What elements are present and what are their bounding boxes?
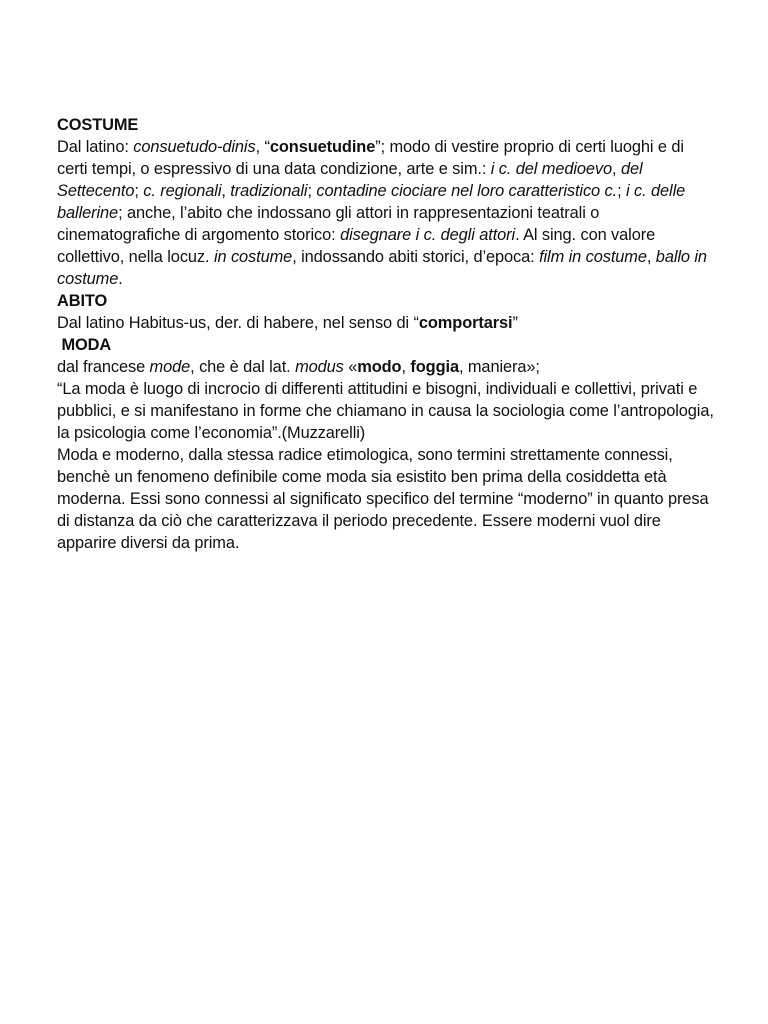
text-run: Moda e moderno, dalla stessa radice etimologica, sono termini strettamente connessi, benchè un fenomeno definibile come moda sia esistito ben prima della cosiddetta età moderna. Essi sono connessi al significato specifico del termine “moderno” in quanto presa di distanza da ciò che caratterizzava il periodo precedente. Essere moderni vuol dire apparire diversi da prima. <box>57 446 709 552</box>
italic-text: tradizionali <box>230 182 308 200</box>
text-run: , che è dal lat. <box>190 358 296 376</box>
paragraph <box>57 312 717 334</box>
text-run: . <box>118 270 123 288</box>
bold-text: consuetudine <box>269 138 376 156</box>
text-run: , <box>221 182 231 200</box>
section-heading: MODA <box>57 336 112 354</box>
text-run: ; <box>617 182 626 200</box>
italic-text: mode <box>149 358 191 376</box>
quote-paragraph <box>57 378 717 444</box>
text-run: , <box>646 248 656 266</box>
text-run: ; anche, l’abito che indossano gli attori in rappresentazioni teatrali o cinematografiche di argomento storico: <box>57 204 600 244</box>
text-run: “La moda è luogo di incrocio di differenti attitudini e bisogni, individuali e collettivi, privati e pubblici, e si manifestano in forme che chiamano in causa la sociologia come l’antropologia, la psicologia come l’economia”.(Muzzarelli) <box>57 380 714 442</box>
bold-text: comportarsi <box>418 314 513 332</box>
text-run: Dal latino: <box>57 138 134 156</box>
text-run: ”; modo di vestire proprio di certi luoghi e di certi tempi, o espressivo di una data condizione, arte e sim.: <box>57 138 684 178</box>
text-run: , indossando abiti storici, d’epoca: <box>292 248 540 266</box>
italic-text: disegnare i c. degli attori <box>340 226 516 244</box>
italic-text: in costume <box>213 248 293 266</box>
text-run: . Al sing. con valore collettivo, nella locuz. <box>57 226 656 266</box>
paragraph <box>57 356 717 378</box>
italic-text: ballo in costume <box>57 248 707 288</box>
italic-text: del Settecento <box>57 160 643 200</box>
section-heading: COSTUME <box>57 116 139 134</box>
text-run: ; <box>134 182 144 200</box>
text-run: Dal latino Habitus-us, der. di habere, nel senso di “ <box>57 314 419 332</box>
section-moda <box>57 334 717 554</box>
section-heading: ABITO <box>57 292 108 310</box>
italic-text: consuetudo-dinis <box>133 138 256 156</box>
bold-text: modo <box>357 358 402 376</box>
text-run: , <box>401 358 411 376</box>
text-run: ; <box>307 182 317 200</box>
italic-text: contadine ciociare nel loro caratteristico c. <box>316 182 618 200</box>
section-abito <box>57 290 717 334</box>
text-run: , “ <box>255 138 270 156</box>
document-page <box>57 114 717 554</box>
italic-text: c. regionali <box>143 182 222 200</box>
italic-text: i c. del medioevo <box>490 160 613 178</box>
bold-text: foggia <box>410 358 459 376</box>
italic-text: film in costume <box>539 248 647 266</box>
text-run: « <box>343 358 358 376</box>
italic-text: modus <box>295 358 344 376</box>
text-run: ” <box>512 314 518 332</box>
paragraph <box>57 136 717 290</box>
text-run: , maniera»; <box>458 358 540 376</box>
section-costume <box>57 114 717 290</box>
text-run: , <box>612 160 621 178</box>
italic-text: i c. delle ballerine <box>57 182 686 222</box>
text-run: dal francese <box>57 358 150 376</box>
paragraph <box>57 444 717 554</box>
